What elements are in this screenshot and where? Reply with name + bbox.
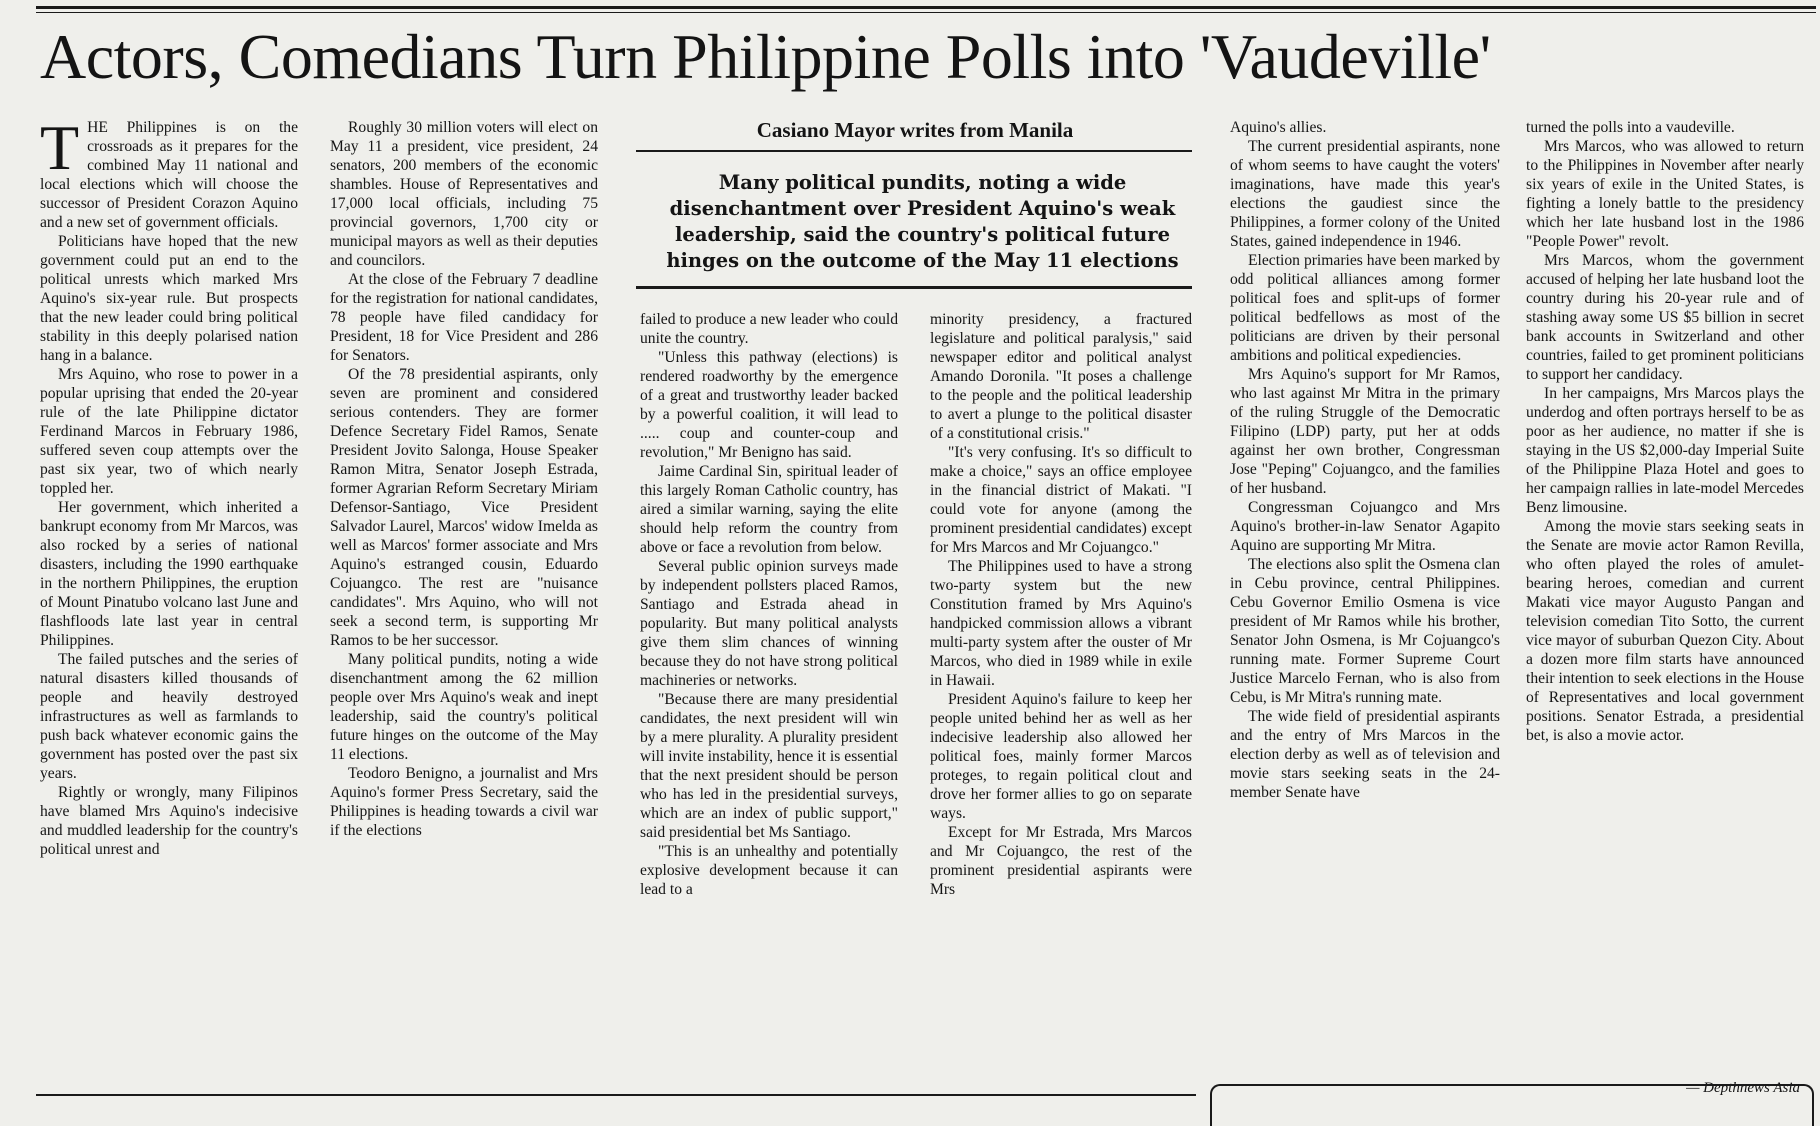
column-2	[330, 118, 598, 1093]
paragraph: Mrs Marcos, who was allowed to return to the Philippines in November after nearly six years of exile in the United States, is fighting a lonely battle to the presidency which her late husband lost in the 1986 "People Power" revolt.	[1526, 138, 1804, 250]
paragraph: Teodoro Benigno, a journalist and Mrs Aquino's former Press Secretary, said the Philippines is heading towards a civil war if the elections	[330, 765, 598, 839]
paragraph: "This is an unhealthy and potentially explosive development because it can lead to a	[640, 843, 898, 898]
paragraph: Several public opinion surveys made by independent pollsters placed Ramos, Santiago and Estrada ahead in popularity. But many political analysts give them slim chances of winning because they do not have strong political machineries or networks.	[640, 558, 898, 689]
pull-quote-rule	[636, 286, 1192, 289]
byline: Casiano Mayor writes from Manila	[756, 118, 1074, 142]
paragraph: The wide field of presidential aspirants and the entry of Mrs Marcos in the election derby as well as of television and movie stars seeking seats in the 24-member Senate have	[1230, 708, 1500, 801]
paragraph: The Philippines used to have a strong two-party system but the new Constitution framed by Mrs Aquino's handpicked commission allows a vibrant multi-party system after the ouster of Mr Marcos, who died in 1989 while in exile in Hawaii.	[930, 558, 1192, 689]
paragraph: The elections also split the Osmena clan in Cebu province, central Philippines. Cebu Governor Emilio Osmena is vice president of Mr Ramos while his brother, Senator John Osmena, is Mr Cojuangco's running mate. Former Supreme Court Justice Marcelo Fernan, who is also from Cebu, is Mr Mitra's running mate.	[1230, 556, 1500, 706]
paragraph: Among the movie stars seeking seats in the Senate are movie actor Ramon Revilla, who often played the roles of amulet-bearing heroes, comedian and current Makati vice mayor Augusto Pangan and television comedian Tito Sotto, the current vice mayor of suburban Quezon City. About a dozen more film starts have announced their intention to seek elections in the House of Representatives and local government positions. Senator Estrada, a presidential bet, is also a movie actor.	[1526, 518, 1804, 744]
paragraph: "It's very confusing. It's so difficult to make a choice," says an office employee in the financial district of Makati. "I could vote for anyone (among the prominent presidential candidates) except for Mrs Marcos and Mr Cojuangco."	[930, 444, 1192, 556]
top-rule-thin	[36, 12, 1816, 13]
paragraph: Aquino's allies.	[1230, 119, 1327, 136]
column-1	[40, 118, 298, 1093]
paragraph: President Aquino's failure to keep her people united behind her as well as her indecisive leadership also allowed her political foes, mainly former Marcos proteges, to regain political clout and drove her former allies to go on separate ways.	[930, 691, 1192, 822]
paragraph: Of the 78 presidential aspirants, only seven are prominent and considered serious contenders. They are former Defence Secretary Fidel Ramos, Senate President Jovito Salonga, House Speaker Ramon Mitra, Senator Joseph Estrada, former Agrarian Reform Secretary Miriam Defensor-Santiago, Vice President Salvador Laurel, Marcos' widow Imelda as well as Marcos' former associate and Mrs Aquino's estranged cousin, Eduardo Cojuangco. The rest are "nuisance candidates". Mrs Aquino, who will not seek a second term, is supporting Mr Ramos to be her successor.	[330, 366, 598, 649]
paragraph: Rightly or wrongly, many Filipinos have blamed Mrs Aquino's indecisive and muddled leadership for the country's political unrest and	[40, 784, 298, 858]
column-5	[1230, 118, 1500, 1073]
paragraph: Many political pundits, noting a wide disenchantment among the 62 million people over Mrs Aquino's weak and inept leadership, said the country's political future hinges on the outcome of the May 11 elections.	[330, 651, 598, 763]
bottom-rule	[36, 1094, 1196, 1096]
byline-rule	[636, 150, 1192, 152]
paragraph: The failed putsches and the series of natural disasters killed thousands of people and heavily destroyed infrastructures as well as farmlands to push back whatever economic gains the government has posted over the past six years.	[40, 651, 298, 782]
pull-quote: Many political pundits, noting a wide disenchantment over President Aquino's weak leadership, said the country's political future hinges on the outcome of the May 11 elections	[666, 171, 1179, 272]
paragraph: Congressman Cojuangco and Mrs Aquino's brother-in-law Senator Agapito Aquino are supporting Mr Mitra.	[1230, 499, 1500, 554]
column-6	[1526, 118, 1804, 1073]
bottom-box-frame	[1210, 1084, 1814, 1126]
paragraph: Mrs Aquino's support for Mr Ramos, who last against Mr Mitra in the primary of the ruling Struggle of the Democratic Filipino (LDP) party, put her at odds against her own brother, Congressman Jose "Peping" Cojuangco, and the families of her husband.	[1230, 366, 1500, 497]
paragraph: HE Philippines is on the crossroads as it prepares for the combined May 11 national and local elections which will choose the successor of President Corazon Aquino and a new set of government officials.	[40, 119, 298, 231]
drop-cap: T	[40, 118, 80, 183]
paragraph: At the close of the February 7 deadline for the registration for national candidates, 78 people have filed candidacy for President, 18 for Vice President and 286 for Senators.	[330, 271, 598, 364]
paragraph: Except for Mr Estrada, Mrs Marcos and Mr Cojuangco, the rest of the prominent presidential aspirants were Mrs	[930, 824, 1192, 898]
column-3	[640, 310, 898, 1093]
paragraph: Roughly 30 million voters will elect on May 11 a president, vice president, 24 senators, 200 members of the economic shambles. House of Representatives and 17,000 local officials, including 75 provincial governors, 1,700 city or municipal mayors as well as their deputies and councilors.	[330, 119, 598, 269]
paragraph: "Because there are many presidential candidates, the next president will win by a mere plurality. A plurality president will invite instability, hence it is essential that the next president should be person who has led in the presidential surveys, which are an index of public support," said presidential bet Ms Santiago.	[640, 691, 898, 841]
credit-line: — Depthnews Asia	[1686, 1080, 1800, 1096]
paragraph: The current presidential aspirants, none of whom seems to have caught the voters' imaginations, have made this year's elections the gaudiest since the Philippines, a former colony of the United States, gained independence in 1946.	[1230, 138, 1500, 250]
paragraph: In her campaigns, Mrs Marcos plays the underdog and often portrays herself to be as poor as her audience, no matter if she is staying in the US $2,000-day Imperial Suite of the Philippine Plaza Hotel and goes to her campaign rallies in late-model Mercedes Benz limousine.	[1526, 385, 1804, 516]
paragraph: Jaime Cardinal Sin, spiritual leader of this largely Roman Catholic country, has aired a similar warning, saying the elite should help reform the country from above or face a revolution from below.	[640, 463, 898, 556]
paragraph: minority presidency, a fractured legislature and political paralysis," said newspaper editor and political analyst Amando Doronila. "It poses a challenge to the people and the political leadership to avert a plunge to the political disaster of a constitutional crisis."	[930, 311, 1192, 442]
paragraph: Mrs Aquino, who rose to power in a popular uprising that ended the 20-year rule of the late Philippine dictator Ferdinand Marcos in February 1986, suffered seven coup attempts over the past six year, two of which nearly toppled her.	[40, 366, 298, 497]
top-rule	[36, 6, 1816, 9]
paragraph: "Unless this pathway (elections) is rendered roadworthy by the emergence of a great and trustworthy leader backed by a powerful coalition, it will lead to ..... coup and counter-coup and revolution," Mr Benigno has said.	[640, 349, 898, 461]
paragraph: turned the polls into a vaudeville.	[1526, 119, 1735, 136]
paragraph: Election primaries have been marked by odd political alliances among former political foes and split-ups of former political bedfellows as most of the politicians are driven by their personal ambitions and political expediencies.	[1230, 252, 1500, 364]
column-4	[930, 310, 1192, 1093]
headline: Actors, Comedians Turn Philippine Polls into 'Vaudeville'	[40, 21, 1491, 92]
paragraph: Politicians have hoped that the new government could put an end to the political unrests which marked Mrs Aquino's six-year rule. But prospects that the new leader could bring political stability in this deeply polarised nation hang in a balance.	[40, 233, 298, 364]
paragraph: failed to produce a new leader who could unite the country.	[640, 311, 898, 347]
paragraph: Mrs Marcos, whom the government accused of helping her late husband loot the country during his 20-year rule and of stashing away some US $5 billion in secret bank accounts in Switzerland and other countries, failed to get prominent politicians to support her candidacy.	[1526, 252, 1804, 383]
paragraph: Her government, which inherited a bankrupt economy from Mr Marcos, was also rocked by a series of national disasters, including the 1990 earthquake in the northern Philippines, the eruption of Mount Pinatubo volcano last June and flashfloods late last year in central Philippines.	[40, 499, 298, 649]
